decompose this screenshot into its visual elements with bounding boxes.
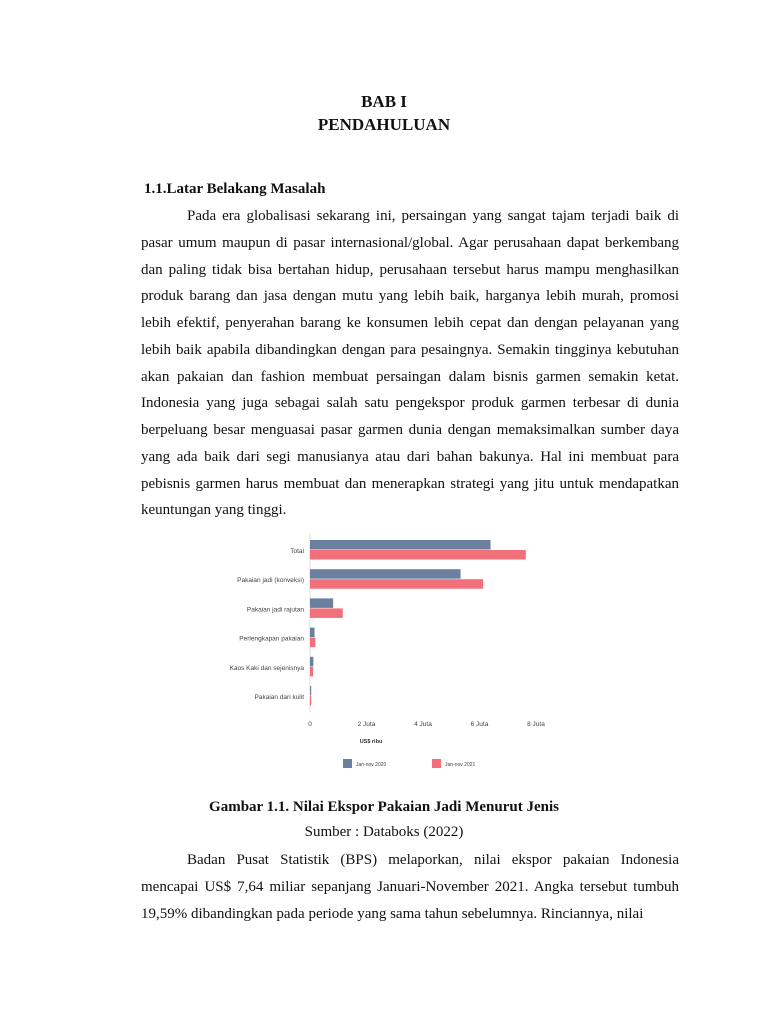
- category-label: Pakaian jadi rajutan: [246, 606, 304, 614]
- legend-label: Jan-nov 2021: [445, 762, 476, 768]
- bar-2020: [310, 598, 333, 608]
- category-label: Kaos Kaki dan sejenisnya: [229, 664, 304, 672]
- chart-svg: [212, 530, 572, 775]
- category-label: Total: [290, 548, 304, 555]
- x-tick-label: 8 Juta: [527, 721, 545, 728]
- bar-2021: [310, 579, 483, 589]
- bar-2021: [310, 608, 343, 618]
- chapter-title: PENDAHULUAN: [317, 115, 451, 134]
- export-bar-chart: [212, 530, 572, 775]
- x-tick-label: 2 Juta: [357, 721, 376, 728]
- figure-source: Sumber : Databoks (2022): [304, 824, 464, 840]
- x-tick-label: 0: [308, 721, 312, 728]
- legend-label: Jan-nov 2020: [356, 762, 387, 768]
- bar-2020: [310, 540, 491, 550]
- bar-2020: [310, 569, 461, 579]
- legend-swatch: [343, 759, 352, 768]
- bar-2021: [310, 550, 526, 560]
- category-label: Pakaian jadi (konveksi): [237, 577, 304, 585]
- bar-2020: [310, 657, 313, 667]
- paragraph-bps-report: Badan Pusat Statistik (BPS) melaporkan, nilai ekspor pakaian Indonesia mencapai US$ 7,64 miliar sepanjang Januari-November 2021. Angka tersebut tumbuh 19,59% dibandingkan pada periode yang sama tahun sebelumnya. Rinciannya, nilai: [141, 852, 679, 922]
- x-tick-label: 6 Juta: [470, 721, 489, 728]
- bar-2021: [310, 667, 313, 677]
- bar-2021: [310, 696, 311, 706]
- bar-2020: [310, 686, 311, 696]
- bar-2021: [310, 638, 315, 648]
- chapter-number: BAB I: [361, 92, 407, 111]
- x-tick-label: 4 Juta: [414, 721, 432, 728]
- category-label: Pakaian dari kulit: [254, 694, 304, 701]
- paragraph-background: Pada era globalisasi sekarang ini, persaingan yang sangat tajam terjadi baik di pasar umum maupun di pasar internasional/global. Agar perusahaan dapat berkembang dan paling tidak bisa bertahan hidup, perusahaan tersebut harus mampu menghasilkan produk barang dan jasa dengan mutu yang lebih baik, harganya lebih murah, promosi lebih efektif, penyerahan barang ke konsumen lebih cepat dan dengan pelayanan yang lebih baik apabila dibandingkan dengan para pesaingnya. Semakin tingginya kebutuhan akan pakaian dan fashion membuat persaingan dalam bisnis garmen semakin ketat. Indonesia yang juga sebagai salah satu pengekspor produk garmen terbesar di dunia berpeluang besar menguasai pasar garmen dunia dengan memaksimalkan sumber daya yang ada baik dari segi manusianya atau dari bahan bakunya. Hal ini membuat para pebisnis garmen harus membuat dan menerapkan strategi yang jitu untuk mendapatkan keuntungan yang tinggi.: [141, 208, 679, 519]
- bar-2020: [310, 628, 315, 638]
- section-heading: 1.1.Latar Belakang Masalah: [144, 181, 326, 197]
- figure-caption: Gambar 1.1. Nilai Ekspor Pakaian Jadi Menurut Jenis: [209, 799, 559, 815]
- legend-swatch: [432, 759, 441, 768]
- x-axis-label: US$ ribu: [359, 739, 383, 745]
- category-label: Perlengkapan pakaian: [239, 635, 304, 643]
